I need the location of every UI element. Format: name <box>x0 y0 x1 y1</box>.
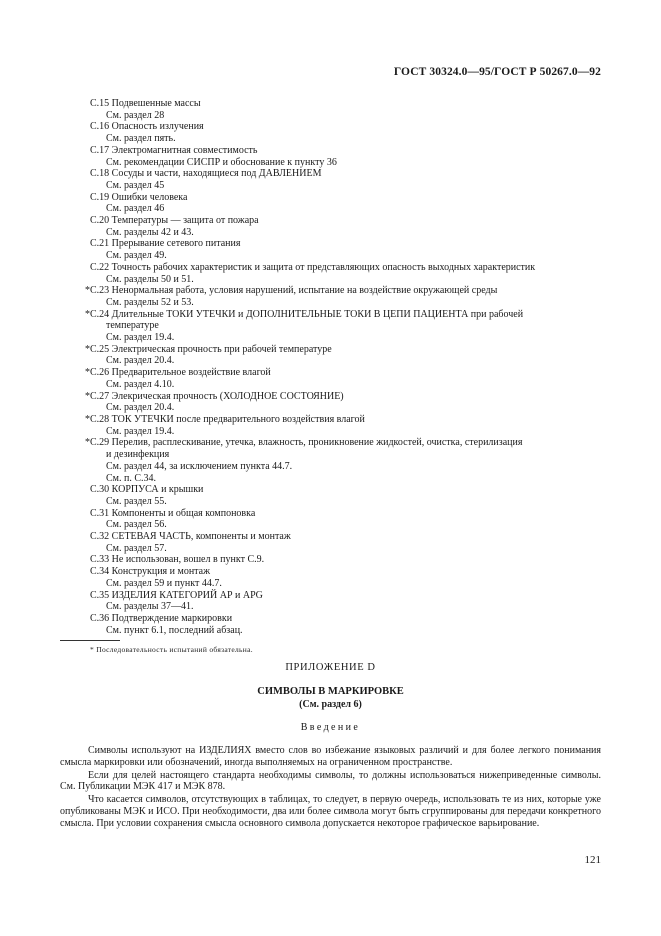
list-item <box>85 413 602 437</box>
document-header: ГОСТ 30324.0—95/ГОСТ Р 50267.0—92 <box>393 66 601 78</box>
item-title: С.36 Подтверждение маркировки <box>90 612 233 624</box>
list-item <box>90 613 602 636</box>
list-item <box>85 343 602 367</box>
item-reference: См. раздел 20.4. <box>106 402 175 414</box>
item-reference: См. разделы 52 и 53. <box>106 296 194 308</box>
list-item <box>90 554 602 566</box>
item-reference: См. пункт 6.1, последний абзац. <box>106 624 243 636</box>
item-title <box>85 413 602 426</box>
item-reference: См. раздел 57. <box>106 542 167 554</box>
item-reference: См. п. С.34. <box>106 472 157 484</box>
item-title <box>85 390 602 403</box>
list-item <box>90 531 602 554</box>
item-reference: См. раздел 56. <box>106 519 167 531</box>
item-reference: См. раздел 28 <box>106 109 165 121</box>
list-item <box>90 98 602 121</box>
list-item <box>90 121 602 144</box>
mandatory-marker: * <box>85 413 90 425</box>
item-title-text: С.29 Перелив, расплескивание, утечка, влажность, проникновение жидкостей, очистка, стерилизация <box>90 437 523 449</box>
item-title: С.22 Точность рабочих характеристик и защита от представляющих опасность выходных характеристик <box>90 261 536 273</box>
list-item <box>90 168 602 191</box>
list-item <box>85 285 602 308</box>
paragraph: Символы используют на ИЗДЕЛИЯХ вместо слов во избежание языковых различий и для более легкого понимания смысла маркировки или обозначений, иногда выполняемых на ограниченном пространстве. <box>60 745 601 768</box>
list-item <box>85 367 602 390</box>
item-title-text: С.23 Ненормальная работа, условия нарушений, испытание на воздействие окружающей среды <box>90 285 498 297</box>
appendix-subtitle: (См. раздел 6) <box>299 699 362 710</box>
item-reference: См. раздел 19.4. <box>106 332 175 344</box>
page-number: 121 <box>584 854 601 866</box>
item-title-text: С.28 ТОК УТЕЧКИ после предварительного воздействия влагой <box>90 413 365 425</box>
footnote: * Последовательность испытаний обязательна. <box>90 645 253 654</box>
appendix-label: ПРИЛОЖЕНИЕ D <box>285 662 376 673</box>
paragraph: Что касается символов, отсутствующих в таблицах, то следует, в первую очередь, использовать те из них, которые уже опубликованы МЭК и ИСО. При необходимости, два или более символа могут быть сгруппированы для передачи конкретного смысла. При условии сохранения смысла основного символа допускается некоторое графическое варьирование. <box>60 794 601 829</box>
item-title: С.33 Не использован, вошел в пункт С.9. <box>90 554 265 566</box>
item-reference: См. разделы 37—41. <box>106 601 194 613</box>
item-reference: См. раздел 20.4. <box>106 355 175 367</box>
item-reference: См. раздел 19.4. <box>106 425 175 437</box>
item-title <box>85 343 602 356</box>
intro-body <box>60 745 601 831</box>
list-item <box>90 484 602 507</box>
item-title <box>85 308 602 321</box>
item-title <box>85 285 602 297</box>
item-reference: См. раздел 44, за исключением пункта 44.7. <box>106 460 293 472</box>
intro-heading: Введение <box>300 722 361 733</box>
item-title: С.19 Ошибки человека <box>90 191 188 203</box>
item-reference: См. раздел 4.10. <box>106 378 175 390</box>
item-title: С.31 Компоненты и общая компоновка <box>90 507 256 519</box>
item-reference: См. раздел пять. <box>106 133 176 145</box>
item-title: С.21 Прерывание сетевого питания <box>90 238 241 250</box>
list-item <box>90 192 602 215</box>
list-item <box>90 262 602 285</box>
list-item <box>90 566 602 589</box>
item-reference: См. раздел 59 и пункт 44.7. <box>106 577 222 589</box>
requirements-list <box>85 98 602 636</box>
list-item <box>90 145 602 168</box>
item-title: С.20 Температуры — защита от пожара <box>90 215 259 227</box>
item-title-continuation: температуре <box>106 320 159 332</box>
list-item <box>85 437 602 484</box>
paragraph: Если для целей настоящего стандарта необходимы символы, то должны использоваться нижеприведенные символы. См. Публикации МЭК 417 и МЭК 878. <box>60 769 601 793</box>
item-reference: См. раздел 46 <box>106 203 165 215</box>
item-title: С.17 Электромагнитная совместимость <box>90 144 258 156</box>
item-title: С.15 Подвешенные массы <box>90 98 201 109</box>
mandatory-marker: * <box>85 437 90 449</box>
item-title-text: С.25 Электрическая прочность при рабочей температуре <box>90 343 332 355</box>
list-item <box>90 590 602 613</box>
item-title <box>85 437 602 449</box>
mandatory-marker: * <box>85 390 90 402</box>
list-item <box>90 215 602 238</box>
item-title: С.34 Конструкция и монтаж <box>90 566 211 578</box>
item-title: С.30 КОРПУСА и крышки <box>90 484 204 496</box>
item-title: С.32 СЕТЕВАЯ ЧАСТЬ, компоненты и монтаж <box>90 531 291 543</box>
list-item <box>85 390 602 414</box>
item-title: С.35 ИЗДЕЛИЯ КАТЕГОРИЙ АР и APG <box>90 589 263 601</box>
item-title: С.18 Сосуды и части, находящиеся под ДАВЛЕНИЕМ <box>90 168 322 180</box>
item-reference: См. разделы 50 и 51. <box>106 273 194 285</box>
item-title-continuation: и дезинфекция <box>106 449 170 461</box>
mandatory-marker: * <box>85 285 90 297</box>
mandatory-marker: * <box>85 308 90 320</box>
item-title-text: С.26 Предварительное воздействие влагой <box>90 367 271 379</box>
item-title-text: С.27 Элекрическая прочность (ХОЛОДНОЕ СОСТОЯНИЕ) <box>90 390 344 402</box>
appendix-title: СИМВОЛЫ В МАРКИРОВКЕ <box>257 686 404 697</box>
list-item <box>85 308 602 344</box>
list-item <box>90 238 602 261</box>
item-reference: См. раздел 49. <box>106 250 167 262</box>
mandatory-marker: * <box>85 343 90 355</box>
item-reference: См. раздел 55. <box>106 495 167 507</box>
item-reference: См. раздел 45 <box>106 179 165 191</box>
item-reference: См. рекомендации СИСПР и обоснование к пункту 36 <box>106 156 337 168</box>
item-reference: См. разделы 42 и 43. <box>106 226 194 238</box>
item-title <box>85 367 602 379</box>
item-title-text: С.24 Длительные ТОКИ УТЕЧКИ и ДОПОЛНИТЕЛЬНЫЕ ТОКИ В ЦЕПИ ПАЦИЕНТА при рабочей <box>90 308 524 320</box>
footnote-rule <box>60 640 120 641</box>
item-title: С.16 Опасность излучения <box>90 121 204 133</box>
mandatory-marker: * <box>85 367 90 379</box>
list-item <box>90 508 602 531</box>
